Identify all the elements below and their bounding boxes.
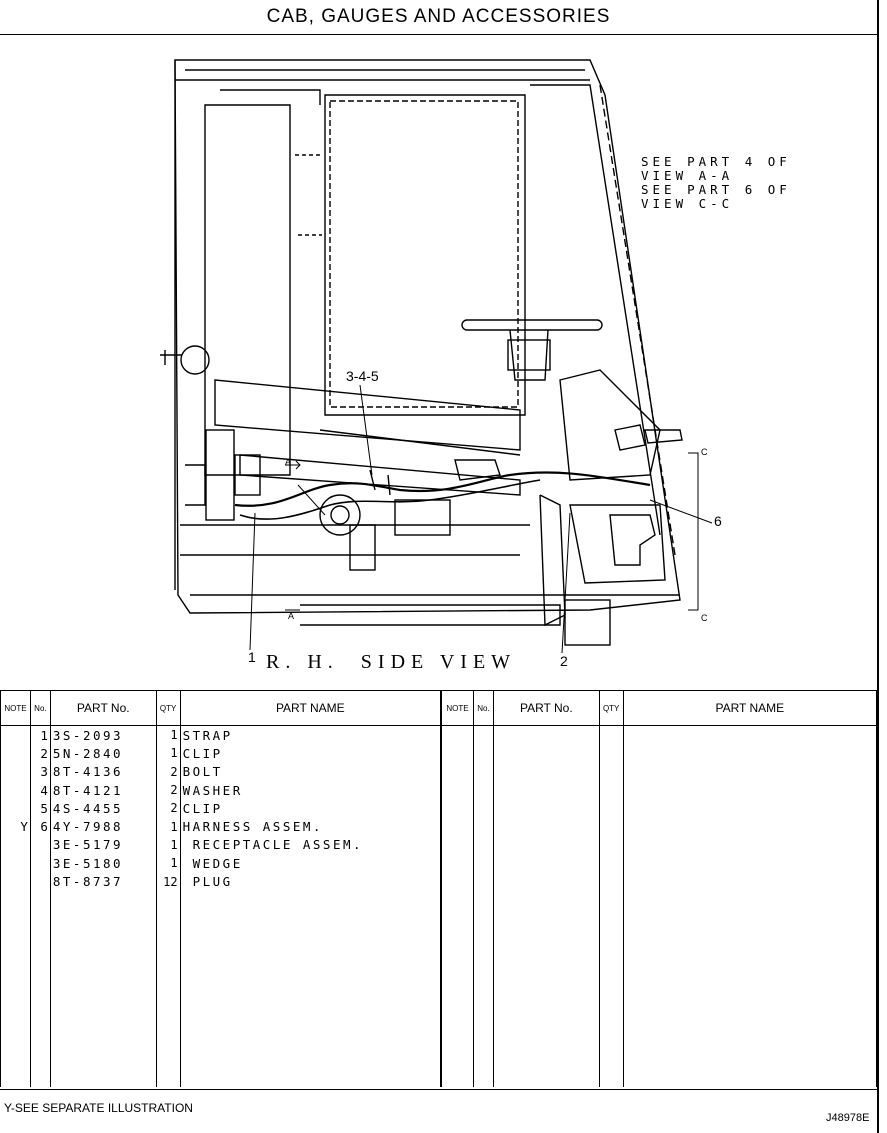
cell-part-name: RECEPTACLE ASSEM. [180,836,440,854]
table-row [1,726,441,745]
cell-qty: 1 [156,744,180,762]
table-row [1,799,441,817]
footer-note: Y-SEE SEPARATE ILLUSTRATION [4,1101,193,1115]
cab-illustration [0,35,877,690]
cell-qty: 1 [156,817,180,835]
cell-part-no: 8T-8737 [50,872,156,890]
cell-part-name: STRAP [180,726,440,745]
page-title: CAB, GAUGES AND ACCESSORIES [0,0,877,35]
cell-no: 2 [30,744,50,762]
cell-note [1,854,31,872]
table-row [1,744,441,762]
cell-note: Y [1,817,31,835]
cell-no: 1 [30,726,50,745]
table-row [1,781,441,799]
view-label: R. H. SIDE VIEW [266,651,517,673]
table-header-row [442,691,877,726]
header-part-no: PART No. [493,691,599,726]
parts-table-area [0,690,877,1091]
cell-no: 3 [30,763,50,781]
cell-qty: 2 [156,763,180,781]
table-header-row [1,691,441,726]
cell-part-no: 5N-2840 [50,744,156,762]
cell-no [30,836,50,854]
cell-part-no: 3S-2093 [50,726,156,745]
cell-part-name: BOLT [180,763,440,781]
header-part-name: PART NAME [623,691,876,726]
table-filler-row [442,726,877,1088]
note-line-2: VIEW A-A [641,168,734,183]
cell-qty: 1 [156,854,180,872]
note-line-4: VIEW C-C [641,196,734,211]
note-line-1: SEE PART 4 OF [641,154,791,169]
drawing-code: J48978E [826,1112,870,1124]
cell-part-name: CLIP [180,744,440,762]
see-part-note [641,155,791,211]
note-line-3: SEE PART 6 OF [641,182,791,197]
cell-qty: 1 [156,726,180,745]
cell-part-no: 8T-4136 [50,763,156,781]
cell-part-no: 4Y-7988 [50,817,156,835]
header-part-name: PART NAME [180,691,440,726]
header-note: NOTE [1,691,31,726]
table-row [1,872,441,890]
cell-qty: 12 [156,872,180,890]
cell-no: 6 [30,817,50,835]
side-view-drawing [0,35,877,690]
header-no: No. [30,691,50,726]
footer-rule [0,1089,877,1090]
cell-part-no: 3E-5180 [50,854,156,872]
frame-border [877,0,879,1133]
cell-note [1,799,31,817]
section-c-top: C [701,447,708,457]
cell-part-name: PLUG [180,872,440,890]
section-a-bottom: A [288,611,295,621]
cell-part-no: 8T-4121 [50,781,156,799]
cell-no: 4 [30,781,50,799]
callout-3-4-5: 3-4-5 [346,368,379,384]
cell-qty: 1 [156,836,180,854]
cell-note [1,872,31,890]
section-c-bottom: C [701,613,708,623]
cell-qty: 2 [156,799,180,817]
cell-no [30,854,50,872]
parts-table-right [441,691,877,1087]
table-row [1,817,441,835]
cell-part-name: WEDGE [180,854,440,872]
cell-note [1,744,31,762]
table-filler-row [1,891,441,1087]
cell-note [1,836,31,854]
table-row [1,763,441,781]
cell-note [1,726,31,745]
header-note: NOTE [442,691,474,726]
cell-no [30,872,50,890]
callout-6: 6 [714,513,722,529]
cell-part-no: 3E-5179 [50,836,156,854]
cell-note [1,763,31,781]
table-row [1,836,441,854]
cell-note [1,781,31,799]
parts-table-left [0,691,441,1087]
table-row [1,854,441,872]
cell-part-name: CLIP [180,799,440,817]
cell-part-name: WASHER [180,781,440,799]
cell-no: 5 [30,799,50,817]
header-no: No. [473,691,493,726]
header-qty: QTY [599,691,623,726]
cell-part-name: HARNESS ASSEM. [180,817,440,835]
section-a-top: A [285,457,292,467]
callout-1: 1 [248,649,256,665]
cell-part-no: 4S-4455 [50,799,156,817]
header-qty: QTY [156,691,180,726]
header-part-no: PART No. [50,691,156,726]
callout-2: 2 [560,653,568,669]
cell-qty: 2 [156,781,180,799]
